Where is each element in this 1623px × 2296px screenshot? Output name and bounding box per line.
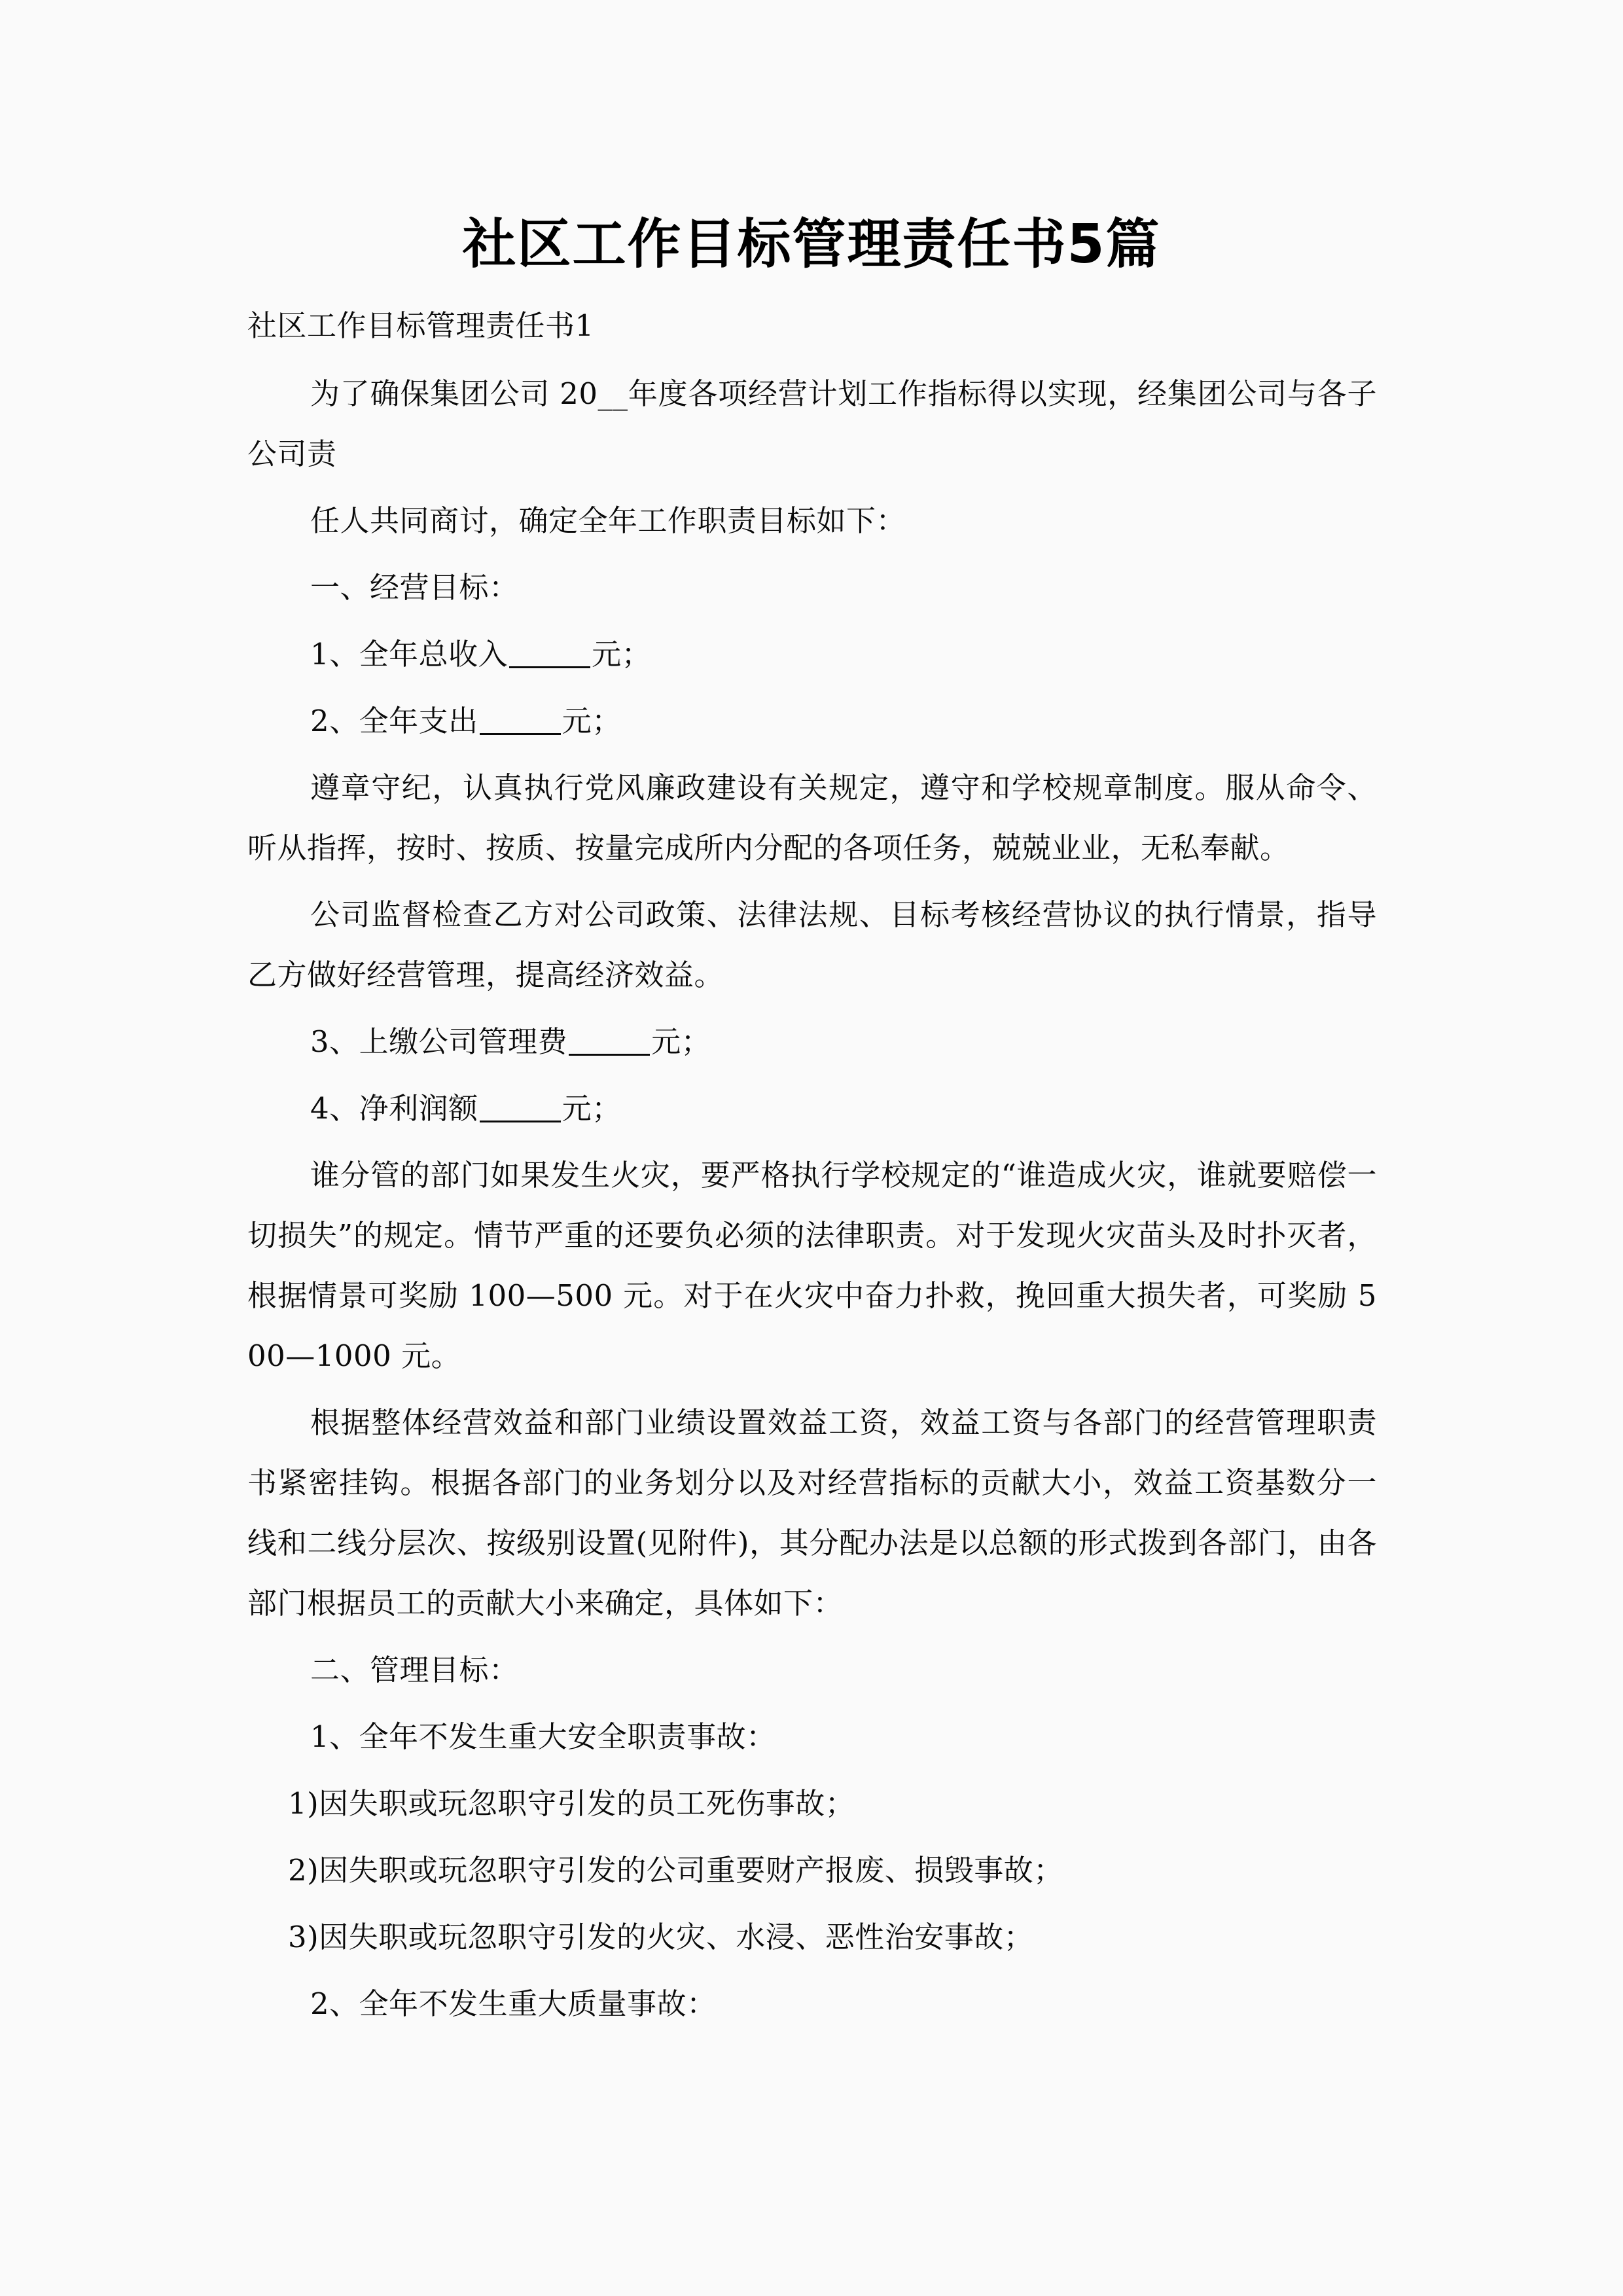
- item-unit: 元；: [651, 1024, 711, 1059]
- list-item-no-safety-accident: 1、全年不发生重大安全职责事故：: [310, 1719, 776, 1754]
- list-item-net-profit: [247, 1079, 1377, 1139]
- item-unit: 元；: [562, 1091, 622, 1126]
- list-item-annual-income: [247, 624, 1377, 685]
- sub-list-item-property-damage: 2)因失职或玩忽职守引发的公司重要财产报废、损毁事故；: [288, 1853, 1063, 1888]
- blank-fill-field: [569, 1054, 650, 1056]
- sub-list-item-casualty: 1)因失职或玩忽职守引发的员工死伤事故；: [288, 1786, 855, 1821]
- paragraph-performance-wage: 根据整体经营效益和部门业绩设置效益工资，效益工资与各部门的经营管理职责书紧密挂钩。根据各部门的业务划分以及对经营指标的贡献大小，效益工资基数分一线和二线分层次、按级别设置(见附件)，其分配办法是以总额的形式拨到各部门，由各部门根据员工的贡献大小来确定，具体如下：: [247, 1405, 1377, 1621]
- blank-fill-field: [480, 733, 561, 735]
- blank-fill-field: [480, 1121, 561, 1122]
- paragraph-intro-continued: 任人共同商讨，确定全年工作职责目标如下：: [310, 503, 906, 538]
- paragraph-discipline: 遵章守纪，认真执行党风廉政建设有关规定，遵守和学校规章制度。服从命令、听从指挥，按时、按质、按量完成所内分配的各项任务，兢兢业业，无私奉献。: [247, 770, 1377, 865]
- blank-fill-field: [509, 666, 590, 668]
- paragraph-supervision: 公司监督检查乙方对公司政策、法律法规、目标考核经营协议的执行情景，指导乙方做好经营管理，提高经济效益。: [247, 897, 1377, 992]
- list-item-annual-expense: [247, 691, 1377, 751]
- list-item-no-quality-accident: 2、全年不发生重大质量事故：: [310, 1986, 717, 2021]
- heading-management-goals: 二、管理目标：: [310, 1653, 519, 1687]
- item-label: 3、上缴公司管理费: [310, 1024, 568, 1059]
- paragraph-intro: 为了确保集团公司 20__年度各项经营计划工作指标得以实现，经集团公司与各子公司责: [247, 376, 1377, 471]
- document-body: [247, 296, 1377, 2041]
- section-heading: 社区工作目标管理责任书1: [247, 308, 594, 343]
- heading-business-goals: 一、经营目标：: [310, 570, 519, 605]
- sub-list-item-fire-flood-security: 3)因失职或玩忽职守引发的火灾、水浸、恶性治安事故；: [288, 1920, 1034, 1954]
- page-title: 社区工作目标管理责任书5篇: [462, 213, 1161, 276]
- paragraph-fire-safety: 谁分管的部门如果发生火灾，要严格执行学校规定的“谁造成火灾，谁就要赔偿一切损失”的规定。情节严重的还要负必须的法律职责。对于发现火灾苗头及时扑灭者，根据情景可奖励 100—500 元。对于在火灾中奋力扑救，挽回重大损失者，可奖励 500—1000 元。: [247, 1158, 1377, 1373]
- item-label: 2、全年支出: [310, 704, 478, 738]
- item-label: 1、全年总收入: [310, 637, 508, 672]
- item-unit: 元；: [562, 704, 622, 738]
- item-label: 4、净利润额: [310, 1091, 478, 1126]
- list-item-management-fee: [247, 1012, 1377, 1072]
- item-unit: 元；: [592, 637, 652, 672]
